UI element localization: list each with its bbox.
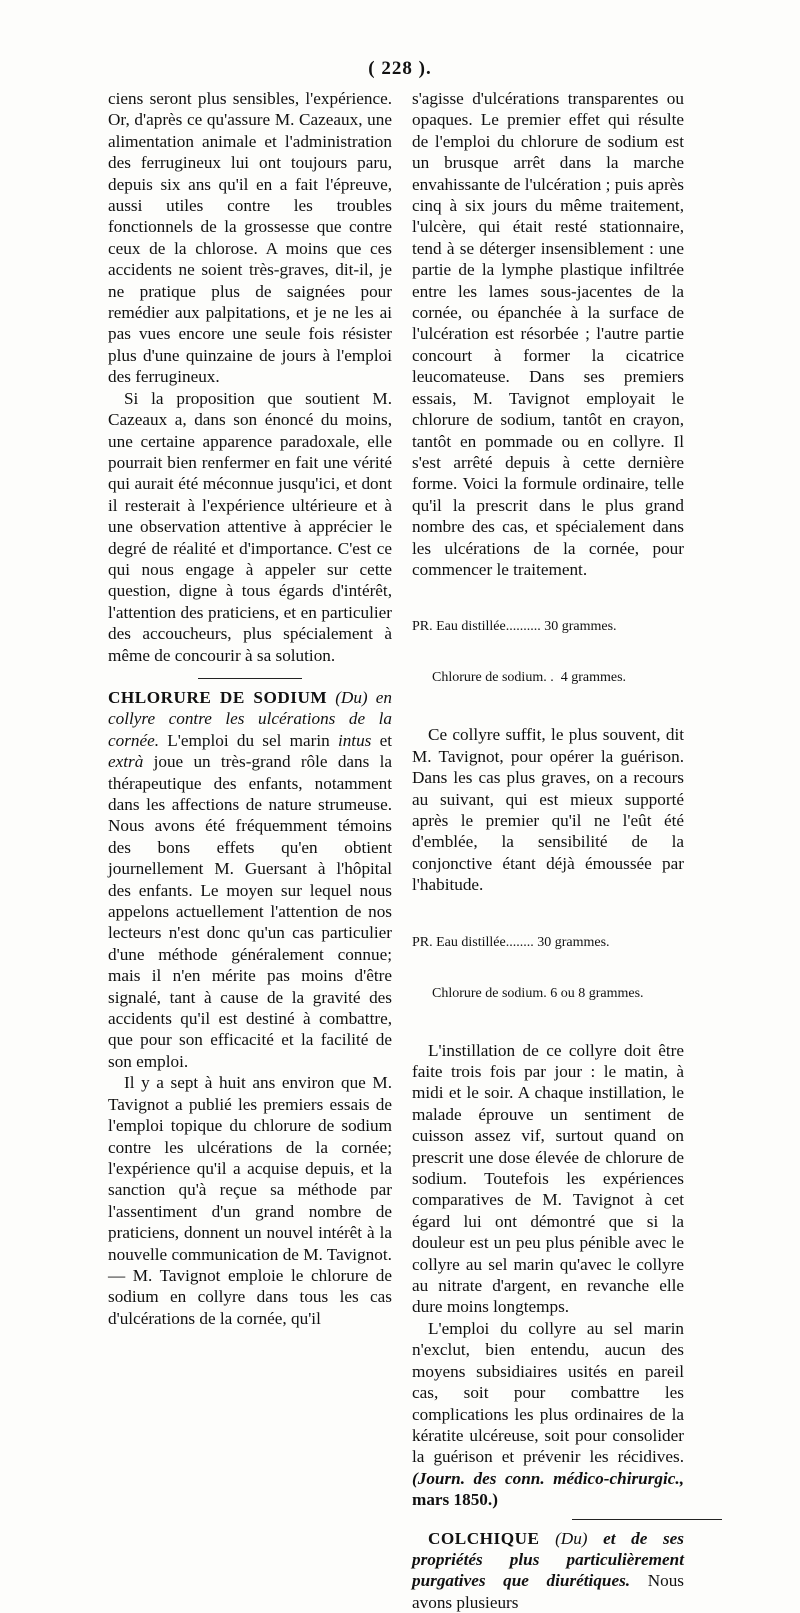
paragraph: Si la proposition que soutient M. Cazeaux a, dans son énoncé du moins, une certaine apparence paradoxale, elle pourrait bien renfermer en fait une vérité qui aurait été méconnue jusqu'ici, et dont il resterait à l'expérience ultérieure et à une observation attentive à apprécier le degré de réalité et d'importance. C'est ce qui nous engage à appeler sur cette question, digne à tous égards d'intérêt, l'attention des praticiens, et en particulier des accoucheurs, plus spécialement à même de concourir à sa solution. <box>108 388 392 665</box>
section-subtitle: en collyre contre les ulcérations de la cornée. <box>108 687 392 750</box>
prescription-formula-2 <box>412 900 684 1036</box>
latin-term: intus <box>337 730 372 750</box>
right-column <box>412 88 684 1613</box>
prescription-line: Chlorure de sodium. 6 ou 8 grammes. <box>432 985 644 1001</box>
section-heading-chlorure <box>108 687 392 1072</box>
paragraph: Ce collyre suffit, le plus souvent, dit M. Tavignot, pour opérer la guérison. Dans les cas plus graves, on a recours au suivant, qui est mieux supporté après le premier qu'il ne l'eût été d'emblée, la sensibilité de la conjonctive étant déjà émoussée par l'habitude. <box>412 725 684 895</box>
paragraph: s'agisse d'ulcérations transparentes ou opaques. Le premier effet qui résulte de l'emploi du chlorure de sodium est un brusque arrêt dans la marche envahissante de l'ulcération ; puis après cinq à six jours du même traitement, l'ulcère, qui était resté stationnaire, tend à se déterger insensiblement : une partie de la lymphe plastique infiltrée entre les lames sous-jacentes de la cornée, ou épanchée à la surface de l'ulcération est résorbée ; l'autre partie concourt à former la cicatrice leucomateuse. Dans ses premiers essais, M. Tavignot employait le chlorure de sodium, tantôt en crayon, tantôt en pommade ou en collyre. Il s'est arrêté depuis à cette dernière forme. Voici la formule ordinaire, telle qu'il la prescrit dans le plus grand nombre des cas, et spécialement dans les ulcérations de la cornée, pour commencer le traitement. <box>412 89 684 579</box>
section-text: joue un très-grand rôle dans la thérapeutique des enfants, notamment dans les affections de nature strumeuse. Nous avons été fréquemment témoins des bons effets qu'en obtient journellement M. Guersant à l'hôpital des enfants. Le moyen sur lequel nous appelons actuellement l'attention de nos lecteurs n'est donc qu'un cas particulier d'une méthode généralement connue; mais il n'en mérite pas moins d'être signalé, tant à cause de la gravité des accidents qu'il est destiné à combattre, que pour son efficacité et la facilité de son emploi. <box>108 752 392 1071</box>
paragraph-text: L'emploi du collyre au sel marin n'exclut, bien entendu, aucun des moyens subsidiaires usités en pareil cas, soit pour combattre les complications les plus ordinaires de la kératite ulcéreuse, soit pour consolider la guérison et prévenir les récidives. <box>412 1318 684 1467</box>
citation-date: mars 1850.) <box>412 1490 498 1510</box>
left-column <box>108 88 392 1329</box>
section-heading-colchique <box>412 1528 684 1613</box>
section-text: L'emploi du sel marin <box>167 730 330 750</box>
paragraph: L'instillation de ce collyre doit être faite trois fois par jour : le matin, à midi et le soir. A chaque instillation, le malade éprouve un sentiment de cuisson assez vif, surtout quand on prescrit une dose élevée de chlorure de sodium. Toutefois les expériences comparatives de M. Tavignot à cet égard lui ont démontré que si la douleur est un peu plus pénible avec le collyre au sel marin qu'avec le collyre au nitrate d'argent, en revanche elle dure moins longtemps. <box>412 1040 684 1317</box>
latin-term: extrà <box>108 752 144 772</box>
section-text: Nous avons plusieurs <box>412 1571 684 1612</box>
prescription-line: Chlorure de sodium. . 4 grammes. <box>432 670 627 686</box>
paragraph-with-citation <box>412 1318 684 1511</box>
section-title-du: (Du) <box>335 687 368 707</box>
conjunction: et <box>379 730 393 750</box>
prescription-line: PR. Eau distillée........ 30 grammes. <box>412 934 610 950</box>
paragraph: — M. Tavignot emploie le chlorure de sodium en collyre dans tous les cas d'ulcérations de la cornée, qu'il <box>108 1265 392 1328</box>
journal-citation: (Journ. des conn. médico-chirurgic., <box>412 1468 684 1488</box>
section-separator <box>572 1519 722 1520</box>
paragraph: Il y a sept à huit ans environ que M. Tavignot a publié les premiers essais de l'emploi topique du chlorure de sodium contre les ulcérations de la cornée; l'expérience qu'il a acquise depuis, et la sanction qu'à reçue sa méthode par l'assentiment d'un grand nombre de praticiens, donnent un nouvel intérêt à la nouvelle communication de M. Tavignot. <box>108 1073 392 1264</box>
page-number: ( 228 ). <box>368 58 432 79</box>
section-subtitle: et de ses propriétés plus particulièrement purgatives que diurétiques. <box>412 1528 684 1591</box>
prescription-line: PR. Eau distillée.......... 30 grammes. <box>412 619 617 635</box>
prescription-formula-1 <box>412 584 684 720</box>
section-title: CHLORURE DE SODIUM <box>108 687 328 707</box>
section-title-du: (Du) <box>555 1528 588 1548</box>
section-title: COLCHIQUE <box>428 1528 540 1548</box>
paragraph: ciens seront plus sensibles, l'expérience. Or, d'après ce qu'assure M. Cazeaux, une alimentation animale et l'administration des ferrugineux lui ont toujours paru, depuis six ans qu'il en a fait l'épreuve, aussi utiles contre les troubles fonctionnels de la grossesse que contre ceux de la chlorose. A moins que ces accidents ne soient très-graves, dit-il, je ne pratique plus de saignées pour remédier aux palpitations, et je ne les ai pas vues encore une seule fois résister plus d'une quinzaine de jours à l'emploi des ferrugineux. <box>108 89 392 387</box>
section-separator <box>198 678 302 679</box>
